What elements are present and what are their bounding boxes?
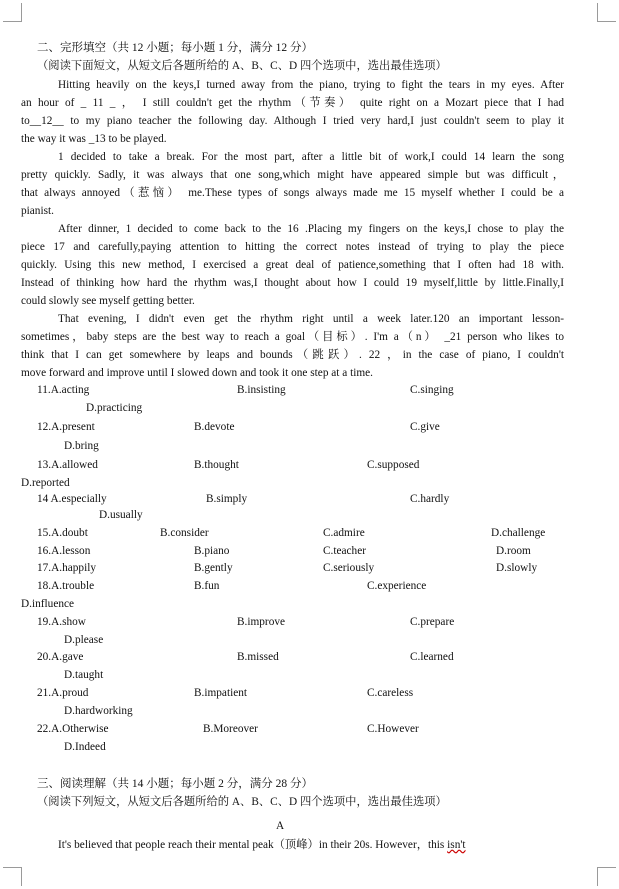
option-c: C.experience (367, 580, 427, 592)
option-a: 17.A.happily (37, 562, 96, 574)
option-c: C.prepare (410, 616, 455, 628)
option-d: D.bring (64, 440, 99, 452)
option-d: D.hardworking (64, 705, 133, 717)
page-corner-mark (3, 867, 22, 886)
passage-line: that always annoyed（惹恼） me.These types of songs always made me 15 myself whether I could be a (21, 187, 564, 199)
passage-line: pianist. (21, 205, 54, 217)
option-c: C.give (410, 421, 440, 433)
option-c: C.However (367, 723, 419, 735)
option-b: B.piano (194, 545, 230, 557)
passage-line (58, 838, 466, 852)
option-a: 21.A.proud (37, 687, 89, 699)
passage-line: Instead of thinking how hard the rhythm was,I thought about how I could 19 myself,little by little.Finally,I (21, 277, 564, 289)
option-c: C.hardly (410, 493, 450, 505)
option-c: C.teacher (323, 545, 366, 557)
option-c: C.supposed (367, 459, 420, 471)
section-heading: 二、完形填空（共 12 小题；每小题 1 分，满分 12 分） (37, 42, 313, 54)
option-b: B.simply (206, 493, 248, 505)
option-b: B.fun (194, 580, 220, 592)
option-d: D.Indeed (64, 741, 106, 753)
option-b: B.insisting (237, 384, 286, 396)
option-a: 15.A.doubt (37, 527, 88, 539)
option-d: D.slowly (496, 562, 538, 574)
option-b: B.missed (237, 651, 279, 663)
option-b: B.impatient (194, 687, 248, 699)
section-heading: 三、阅读理解（共 14 小题；每小题 2 分，满分 28 分） (37, 778, 313, 790)
option-a: 22.A.Otherwise (37, 723, 109, 735)
option-a: 12.A.present (37, 421, 95, 433)
passage-line: sometimes，baby steps are the best way to reach a goal（目标）. I'm a（n） _21 person who likes to (21, 331, 564, 343)
option-a: 18.A.trouble (37, 580, 95, 592)
option-a: 19.A.show (37, 616, 86, 628)
passage-line: pretty quickly. Sadly, it was always that one song,which might have appeared simple but was difficult， (21, 169, 564, 181)
section-instruction: （阅读下列短文，从短文后各题所给的 A、B、C、D 四个选项中，选出最佳选项） (37, 796, 447, 808)
option-c: C.admire (323, 527, 365, 539)
passage-line: the way it was _13 to be played. (21, 133, 167, 145)
passage-line: 1 decided to take a break. For the most part, after a little bit of work,I could 14 learn the song (58, 151, 564, 163)
section-instruction: （阅读下面短文，从短文后各题所给的 A、B、C、D 四个选项中，选出最佳选项） (37, 60, 447, 72)
option-a: 14 A.especially (37, 493, 107, 505)
option-d: D.room (496, 545, 531, 557)
option-d: D.please (64, 634, 104, 646)
passage-line: move forward and improve until I slowed down and took it one step at a time. (21, 367, 374, 379)
page-corner-mark (597, 3, 616, 22)
option-d: D.challenge (491, 527, 546, 539)
option-b: B.devote (194, 421, 235, 433)
option-a: 20.A.gave (37, 651, 84, 663)
passage-line: That evening, I didn't even get the rhythm right until a week later.120 an important lesson- (58, 313, 564, 325)
option-b: B.gently (194, 562, 233, 574)
option-d: D.usually (99, 509, 143, 521)
option-d: D.reported (21, 477, 70, 489)
passage-line: to__12__ to my piano teacher the following day. Although I tried very hard,I just couldn't seem to play it (21, 115, 564, 127)
option-b: B.consider (160, 527, 209, 539)
option-c: C.singing (410, 384, 454, 396)
passage-line: quickly. Using this new method, I exercised a great deal of patience,something that I often had 18 with. (21, 259, 564, 271)
passage-label: A (276, 820, 285, 832)
option-a: 11.A.acting (37, 384, 90, 396)
passage-line: piece 17 and carefully,paying attention to hitting the correct notes instead of trying to play the piece (21, 241, 564, 253)
option-c: C.learned (410, 651, 454, 663)
option-c: C.seriously (323, 562, 375, 574)
spellcheck-word: isn't (447, 839, 466, 851)
option-d: D.practicing (86, 402, 143, 414)
option-b: B.thought (194, 459, 239, 471)
passage-line: Hitting heavily on the keys,I turned away from the piano, trying to fight the tears in my eyes. After (58, 79, 564, 91)
passage-text: It's believed that people reach their mental peak（顶峰）in their 20s. However，this (58, 839, 448, 851)
option-b: B.Moreover (203, 723, 258, 735)
option-b: B.improve (237, 616, 286, 628)
passage-line: could slowly see myself getting better. (21, 295, 195, 307)
passage-line: After dinner, 1 decided to come back to the 16 .Placing my fingers on the keys,I chose to play the (58, 223, 564, 235)
option-d: D.influence (21, 598, 75, 610)
option-d: D.taught (64, 669, 104, 681)
passage-line: an hour of _ 11 _ ， I still couldn't get the rhythm（节奏） quite right on a Mozart piece that I had (21, 97, 564, 109)
passage-line: think that I can get somewhere by leaps and bounds（跳跃）. 22 ，in the case of piano, I couldn't (21, 349, 564, 361)
page-corner-mark (3, 3, 22, 22)
option-a: 13.A.allowed (37, 459, 98, 471)
option-c: C.careless (367, 687, 414, 699)
option-a: 16.A.lesson (37, 545, 91, 557)
page-corner-mark (597, 867, 616, 886)
